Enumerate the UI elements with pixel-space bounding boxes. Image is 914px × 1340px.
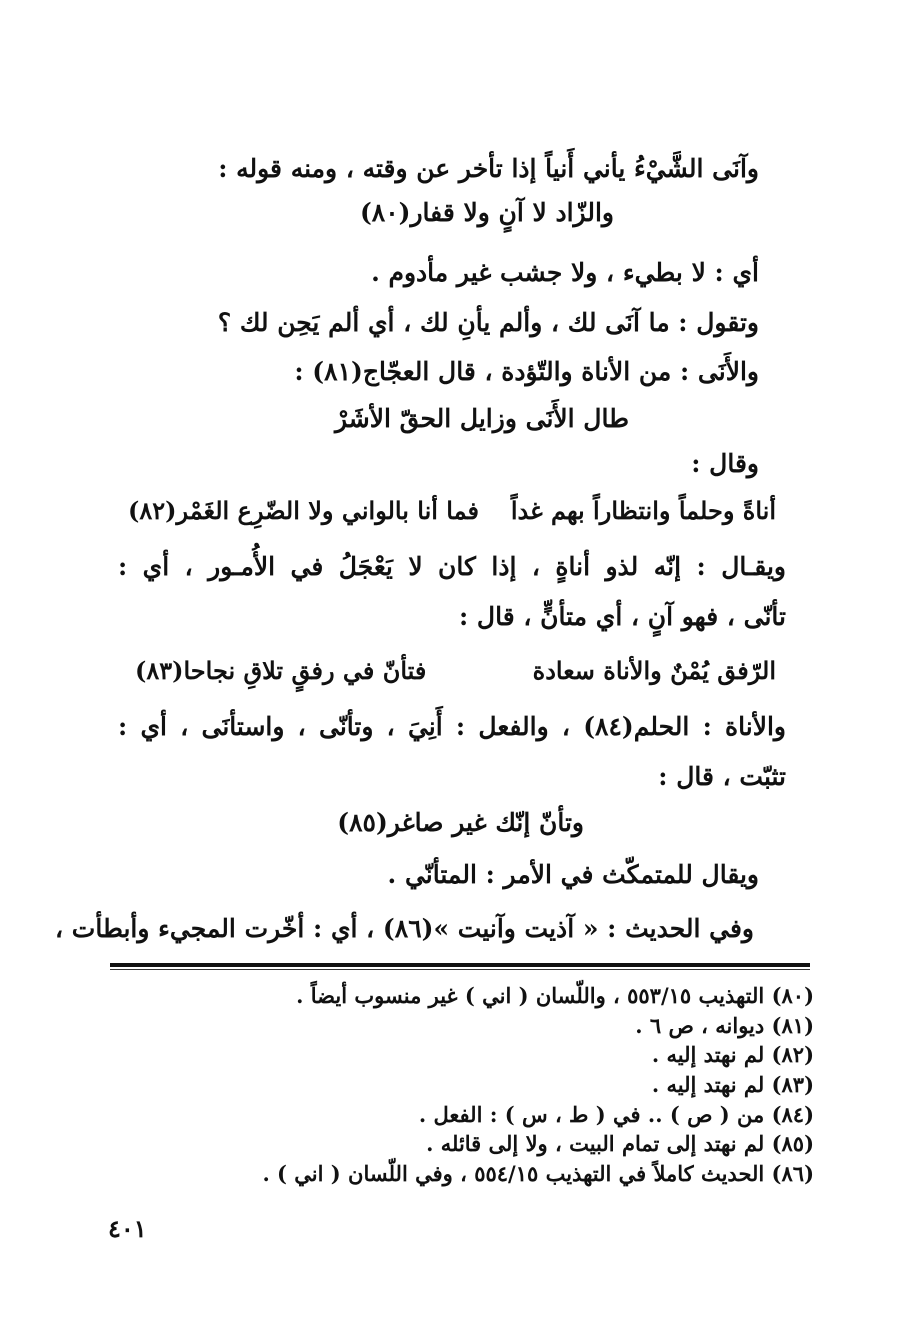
text-line-1: وآنَى الشَّيْءُ يأني أَنياً إذا تأخر عن وقته ، ومنه قوله : <box>218 154 759 183</box>
footnote-85: (٨٥) لم نهتد إلى تمام البيت ، ولا إلى قائله . <box>426 1131 814 1156</box>
text-line-11: وفي الحديث : « آذيت وآنيت »(٨٦) ، أي : أخّرت المجيء وأبطأت ، <box>55 914 754 943</box>
couplet-2-second-hemistich: فتأنّ في رفقٍ تلاقِ نجاحا(٨٣) <box>135 656 427 685</box>
footnote-separator-thin <box>110 969 810 970</box>
text-line-10: ويقال للمتمكّث في الأمر : المتأنّي . <box>387 860 759 889</box>
verse-line-2: طال الأَنَى وزايل الحقّ الأشَرْ <box>335 404 629 433</box>
couplet-2-first-hemistich: الرّفق يُمْنٌ والأناة سعادة <box>532 656 776 685</box>
footnote-80: (٨٠) التهذيب ٥٥٣/١٥ ، واللّسان ( اني ) غير منسوب أيضاً . <box>296 983 814 1008</box>
verse-line-1: والزّاد لا آنٍ ولا قفار(٨٠) <box>359 198 614 227</box>
couplet-1-first-hemistich: أناةً وحلماً وانتظاراً بهم غداً <box>510 496 776 525</box>
footnote-84: (٨٤) من ( ص ) .. في ( ط ، س ) : الفعل . <box>418 1102 814 1127</box>
text-line-2: أي : لا بطيء ، ولا جشب غير مأدوم . <box>371 258 759 287</box>
footnote-81: (٨١) ديوانه ، ص ٦ . <box>635 1013 814 1038</box>
page-number: ٤٠١ <box>108 1214 147 1243</box>
text-line-8: والأناة : الحلم(٨٤) ، والفعل : أَنِيَ ، وتأنّى ، واستأنَى ، أي : <box>118 712 786 741</box>
couplet-1-second-hemistich: فما أنا بالواني ولا الضّرِع الغَمْر(٨٢) <box>128 496 479 525</box>
verse-line-3: وتأنّ إنّك غير صاغر(٨٥) <box>337 808 584 837</box>
text-line-3: وتقول : ما آنَى لك ، وألم يأنِ لك ، أي ألم يَحِن لك ؟ <box>217 308 759 337</box>
text-line-9: تثبّت ، قال : <box>658 762 786 791</box>
footnote-82: (٨٢) لم نهتد إليه . <box>651 1042 814 1067</box>
footnote-83: (٨٣) لم نهتد إليه . <box>651 1072 814 1097</box>
footnote-86: (٨٦) الحديث كاملاً في التهذيب ٥٥٤/١٥ ، وفي اللّسان ( اني ) . <box>262 1161 814 1186</box>
text-line-5: وقال : <box>691 449 759 478</box>
text-line-4: والأَنَى : من الأناة والتّؤدة ، قال العجّاج(٨١) : <box>294 357 759 386</box>
text-line-7: تأنّى ، فهو آنٍ ، أي متأنٍّ ، قال : <box>459 602 786 631</box>
text-line-6: ويقـال : إنّه لذو أناةٍ ، إذا كان لا يَعْجَلُ في الأُمـور ، أي : <box>118 552 786 581</box>
footnote-separator <box>110 963 810 967</box>
